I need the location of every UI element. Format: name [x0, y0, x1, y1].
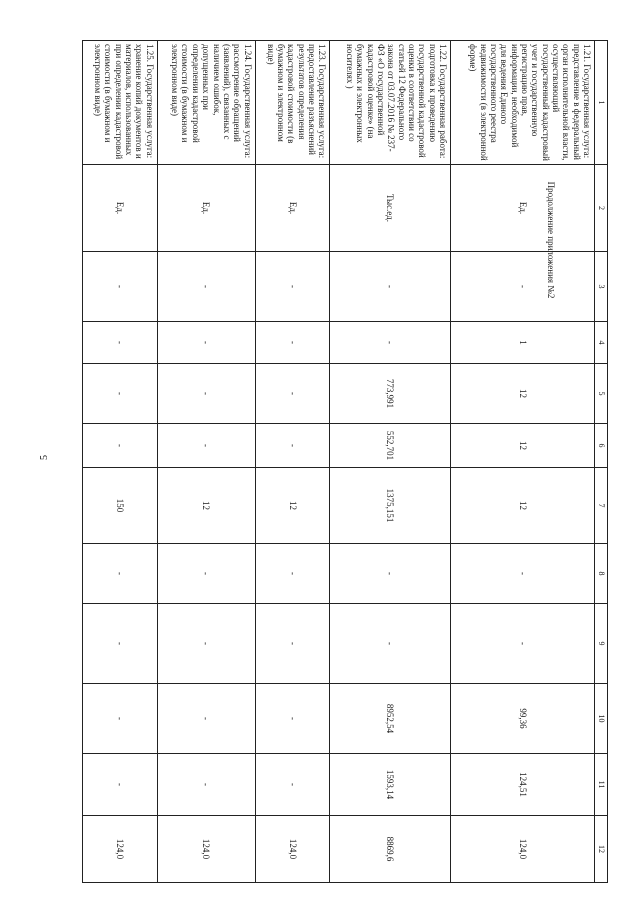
column-number: 6	[595, 424, 608, 468]
value-cell: -	[255, 754, 330, 816]
continuation-note: Продолжение приложения №2	[546, 181, 556, 299]
value-cell: -	[83, 364, 158, 424]
value-cell: -	[83, 604, 158, 684]
table-row	[157, 41, 255, 883]
value-cell: -	[330, 322, 451, 364]
value-cell: -	[157, 252, 255, 322]
value-cell: -	[330, 252, 451, 322]
column-number: 4	[595, 322, 608, 364]
unit-cell: Ед.	[451, 165, 595, 252]
value-cell: -	[83, 544, 158, 604]
value-cell: 99,36	[451, 684, 595, 754]
value-cell: -	[451, 252, 595, 322]
value-cell: -	[330, 544, 451, 604]
value-cell: 150	[83, 468, 158, 544]
value-cell: -	[255, 364, 330, 424]
value-cell: -	[83, 252, 158, 322]
column-number: 7	[595, 468, 608, 544]
value-cell: -	[255, 544, 330, 604]
value-cell: 12	[255, 468, 330, 544]
value-cell: -	[83, 322, 158, 364]
unit-cell: Ед.	[83, 165, 158, 252]
value-cell: -	[157, 754, 255, 816]
table-row	[451, 41, 595, 883]
table-row	[83, 41, 158, 883]
value-cell: -	[330, 604, 451, 684]
value-cell: -	[255, 684, 330, 754]
column-number: 1	[595, 41, 608, 165]
value-cell: -	[83, 424, 158, 468]
table-row	[255, 41, 330, 883]
value-cell: -	[83, 684, 158, 754]
value-cell: -	[255, 322, 330, 364]
column-number: 12	[595, 816, 608, 883]
value-cell: 12	[451, 424, 595, 468]
value-cell: 124,0	[157, 816, 255, 883]
value-cell: 552,701	[330, 424, 451, 468]
table-row	[330, 41, 451, 883]
value-cell: 124,0	[255, 816, 330, 883]
column-number: 3	[595, 252, 608, 322]
service-description: 1.25. Государственная услуга: хранение копий документов и материалов, использованных при определении кадастровой стоимости (в бумажном и электронном виде)	[83, 41, 158, 165]
value-cell: 1	[451, 322, 595, 364]
value-cell: 8952,54	[330, 684, 451, 754]
column-number: 8	[595, 544, 608, 604]
unit-cell: Тыс.ед.	[330, 165, 451, 252]
value-cell: 124,0	[451, 816, 595, 883]
unit-cell: Ед.	[157, 165, 255, 252]
value-cell: -	[157, 424, 255, 468]
service-description: 1.24. Государственная услуга: рассмотрение обращений (заявлений), связанных с наличием ошибок, допущенных при определении кадастровой стоимости (в бумажном и электронном виде)	[157, 41, 255, 165]
column-number: 10	[595, 684, 608, 754]
value-cell: 12	[451, 364, 595, 424]
value-cell: 1375,151	[330, 468, 451, 544]
value-cell: 124,0	[83, 816, 158, 883]
value-cell: -	[451, 544, 595, 604]
value-cell: -	[157, 322, 255, 364]
value-cell: 124,51	[451, 754, 595, 816]
value-cell: -	[157, 364, 255, 424]
value-cell: -	[83, 754, 158, 816]
value-cell: -	[255, 604, 330, 684]
rotated-sheet	[82, 40, 608, 882]
service-description: 1.23. Государственная услуга: предоставление разъяснений результатов определения кадастровой стоимости (в бумажном и электронном виде)	[255, 41, 330, 165]
value-cell: 12	[451, 468, 595, 544]
column-number: 2	[595, 165, 608, 252]
value-cell: 8869,6	[330, 816, 451, 883]
value-cell: 1593,14	[330, 754, 451, 816]
value-cell: 12	[157, 468, 255, 544]
value-cell: -	[157, 544, 255, 604]
table-container	[82, 40, 608, 882]
service-description: 1.22. Государственная работа: подготовка к проведению государственной кадастровой оценки в соответствии со статьей 12 Федерального закона от 03.07.2016 № 237-ФЗ «О государственной кадастровой оценке» (на бумажных и электронных носителях )	[330, 41, 451, 165]
column-number: 11	[595, 754, 608, 816]
service-description: 1.21. Государственная услуга: представление в федеральный орган исполнительной власти, осуществляющий государственный кадастровый учет и государственную регистрацию прав, информации, необходимой для ведения Единого государственного реестра недвижимости (в электронной форме)	[451, 41, 595, 165]
page-number: 5	[39, 455, 50, 460]
value-cell: 773,991	[330, 364, 451, 424]
value-cell: -	[255, 252, 330, 322]
unit-cell: Ед.	[255, 165, 330, 252]
column-number: 9	[595, 604, 608, 684]
column-number: 5	[595, 364, 608, 424]
value-cell: -	[451, 604, 595, 684]
value-cell: -	[255, 424, 330, 468]
value-cell: -	[157, 604, 255, 684]
value-cell: -	[157, 684, 255, 754]
data-table	[82, 40, 608, 883]
column-number-row	[595, 41, 608, 883]
